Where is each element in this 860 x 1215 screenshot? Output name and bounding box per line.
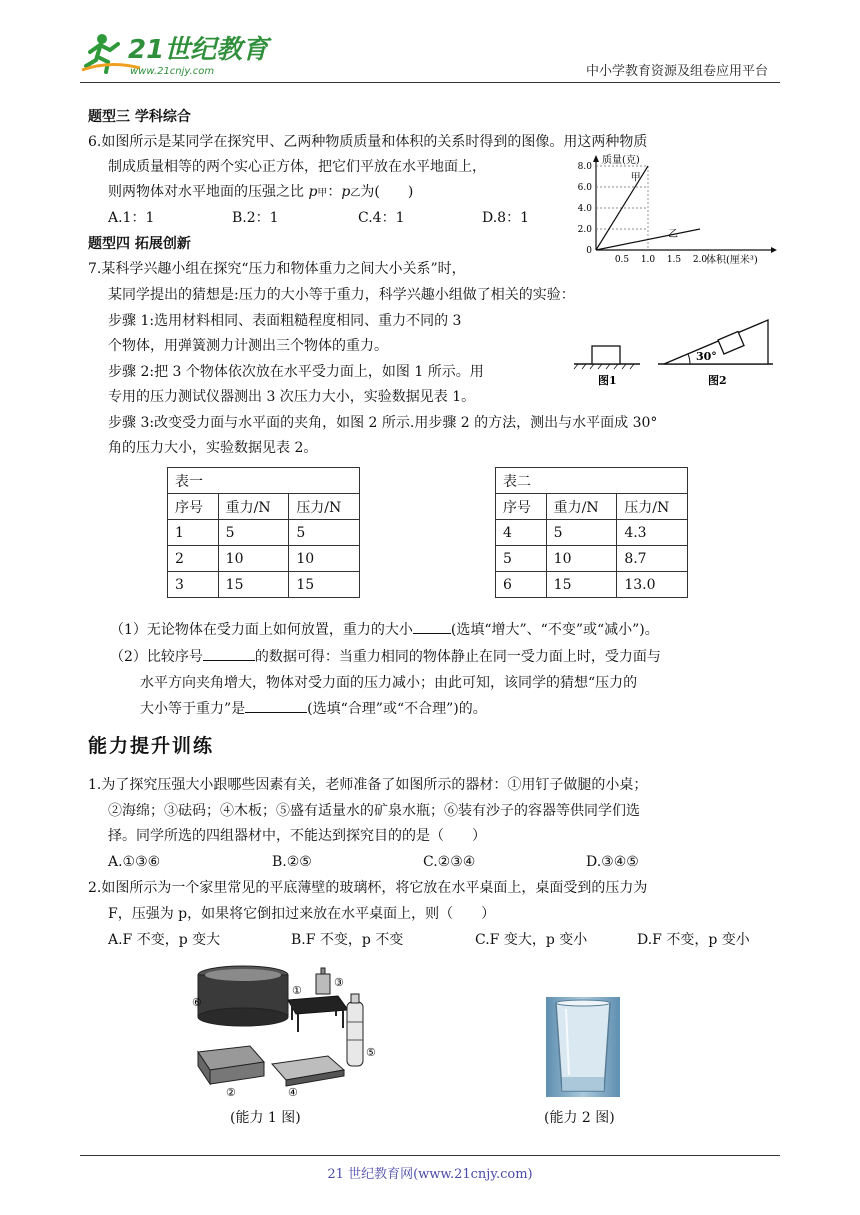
x-axis-arrow: [771, 247, 777, 253]
angle-label: 30°: [696, 350, 717, 363]
caption-2: (能力 2 图): [544, 1110, 615, 1126]
x-tick-label: 1.0: [640, 255, 656, 265]
footer-divider: [80, 1155, 780, 1156]
q7-line2: 某同学提出的猜想是:压力的大小等于重力，科学兴趣小组做了相关的实验：: [108, 287, 575, 303]
table2-header: 压力/N: [617, 494, 688, 520]
logo-url: www.21cnjy.com: [130, 66, 215, 77]
n1-line2: ②海绵；③砝码；④木板；⑤盛有适量水的矿泉水瓶；⑥装有沙子的容器等供同学们选: [108, 803, 640, 819]
section-title-4: 题型四 拓展创新: [88, 236, 191, 252]
section-title-ability: 能力提升训练: [88, 735, 215, 757]
wood-board-icon: [272, 1056, 344, 1086]
label-4: ④: [288, 1086, 298, 1099]
table-row: 2 10 10: [168, 546, 360, 572]
fig1-label: 图1: [598, 374, 617, 387]
n1-line1: 1.为了探究压强大小跟哪些因素有关，老师准备了如图所示的器材：①用钉子做腿的小桌；: [88, 777, 648, 793]
x-tick-label: 2.0: [692, 255, 708, 265]
n1-line3: 择。同学所选的四组器材中，不能达到探究目的的是（ ）: [108, 828, 486, 844]
y-tick-label: 8.0: [577, 162, 592, 172]
n1-option-a: A.①③⑥: [108, 854, 161, 870]
table1-title: 表一: [168, 468, 360, 494]
q7-part2-line2: 水平方向夹角增大，物体对受力面的压力减小；由此可知，该同学的猜想“压力的: [140, 675, 638, 691]
table1-header: 序号: [168, 494, 219, 520]
fig2-label: 图2: [708, 374, 727, 387]
mass-volume-chart: [566, 150, 778, 268]
q6-option-d: D.8：1: [482, 210, 529, 226]
apparatus-figure: [188, 960, 388, 1100]
answer-blank[interactable]: [413, 619, 451, 634]
y-axis-label: 质量(克): [602, 155, 640, 166]
y-tick-label: 4.0: [577, 204, 592, 214]
block-on-flat: [592, 346, 620, 364]
weight-icon: [316, 968, 330, 994]
answer-blank[interactable]: [245, 698, 307, 713]
q7-line7: 步骤 3:改变受力面与水平面的夹角，如图 2 所示.用步骤 2 的方法，测出与水平面成 30°: [108, 415, 658, 431]
q6-option-b: B.2：1: [232, 210, 279, 226]
q7-line8: 角的压力大小，实验数据见表 2。: [108, 440, 318, 456]
table2-header: 序号: [496, 494, 547, 520]
table1-header: 压力/N: [289, 494, 360, 520]
x-tick-label: 1.5: [666, 255, 682, 265]
n2-line2: F，压强为 p，如果将它倒扣过来放在水平桌面上，则（ ）: [108, 906, 496, 922]
experiment-figures: [568, 308, 780, 388]
y-tick-label: 2.0: [577, 225, 592, 235]
table-2: [495, 467, 688, 598]
nail-table-icon: [288, 996, 348, 1032]
footer-text: 21 世纪教育网(www.21cnjy.com): [327, 1167, 533, 1182]
q7-line1: 7.某科学兴趣小组在探究“压力和物体重力之间大小关系”时，: [88, 261, 466, 277]
section-title-3: 题型三 学科综合: [88, 109, 191, 125]
caption-1: (能力 1 图): [230, 1110, 301, 1126]
site-logo: [80, 30, 280, 78]
label-5: ⑤: [366, 1046, 376, 1059]
n2-option-a: A.F 不变，p 变大: [108, 932, 221, 948]
q6-option-c: C.4：1: [358, 210, 405, 226]
figure-1: [574, 346, 640, 387]
table-row: 6 15 13.0: [496, 572, 688, 598]
q6-line2: 制成质量相等的两个实心正方体，把它们平放在水平地面上，: [108, 159, 486, 175]
sponge-icon: [198, 1046, 264, 1084]
platform-name: 中小学教育资源及组卷应用平台: [585, 64, 768, 79]
n1-option-d: D.③④⑤: [586, 854, 639, 870]
table1-header: 重力/N: [218, 494, 289, 520]
logo-text: 21世纪教育: [128, 35, 269, 65]
table-1: [167, 467, 360, 598]
table-row: 1 5 5: [168, 520, 360, 546]
q7-line6: 专用的压力测试仪器测出 3 次压力大小，实验数据见表 1。: [108, 389, 476, 405]
series-label: 乙: [668, 228, 678, 240]
figure-2: [658, 320, 773, 387]
q7-line5: 步骤 2:把 3 个物体依次放在水平受力面上，如图 1 所示。用: [108, 364, 484, 380]
n2-line1: 2.如图所示为一个家里常见的平底薄壁的玻璃杯，将它放在水平桌面上，桌面受到的压力为: [88, 880, 648, 896]
q6-option-a: A.1：1: [108, 210, 155, 226]
label-2: ②: [226, 1086, 236, 1099]
n1-option-c: C.②③④: [423, 854, 476, 870]
q7-part2-line3: 大小等于重力”是 (选填“合理”或“不合理”)的。: [140, 698, 487, 720]
q7-line4: 个物体，用弹簧测力计测出三个物体的重力。: [108, 338, 388, 354]
glass-cup-icon: [546, 997, 620, 1097]
label-3: ③: [334, 976, 344, 989]
table-row: 4 5 4.3: [496, 520, 688, 546]
sand-container-icon: [198, 966, 288, 1026]
y-tick-label: 6.0: [577, 183, 592, 193]
n1-option-b: B.②⑤: [272, 854, 312, 870]
table-row: 5 10 8.7: [496, 546, 688, 572]
label-6: ⑥: [192, 996, 202, 1009]
label-1: ①: [292, 984, 302, 997]
n2-option-d: D.F 不变，p 变小: [637, 932, 750, 948]
table2-header: 重力/N: [546, 494, 617, 520]
q7-part2: （2）比较序号 的数据可得：当重力相同的物体静止在同一受力面上时，受力面与: [110, 646, 661, 668]
y-tick-label: 0: [586, 246, 592, 256]
y-axis-arrow: [593, 155, 599, 162]
q7-line3: 步骤 1:选用材料相同、表面粗糙程度相同、重力不同的 3: [108, 313, 462, 329]
n2-option-c: C.F 变大，p 变小: [475, 932, 588, 948]
table-row: 3 15 15: [168, 572, 360, 598]
q6-line1: 6.如图所示是某同学在探究甲、乙两种物质质量和体积的关系时得到的图像。用这两种物质: [88, 134, 648, 150]
x-tick-label: 0.5: [614, 255, 630, 265]
q6-line3: 则两物体对水平地面的压强之比 p甲：p乙为( ): [108, 184, 414, 200]
table2-title: 表二: [496, 468, 688, 494]
x-axis-label: 体积(厘米³): [706, 255, 758, 266]
header-divider: [80, 82, 780, 83]
q7-part1: （1）无论物体在受力面上如何放置，重力的大小 (选填“增大”、“不变”或“减小”)。: [110, 619, 659, 641]
series-label: 甲: [630, 172, 641, 184]
answer-blank[interactable]: [203, 646, 255, 661]
n2-option-b: B.F 不变，p 不变: [291, 932, 404, 948]
water-bottle-icon: [347, 994, 363, 1066]
